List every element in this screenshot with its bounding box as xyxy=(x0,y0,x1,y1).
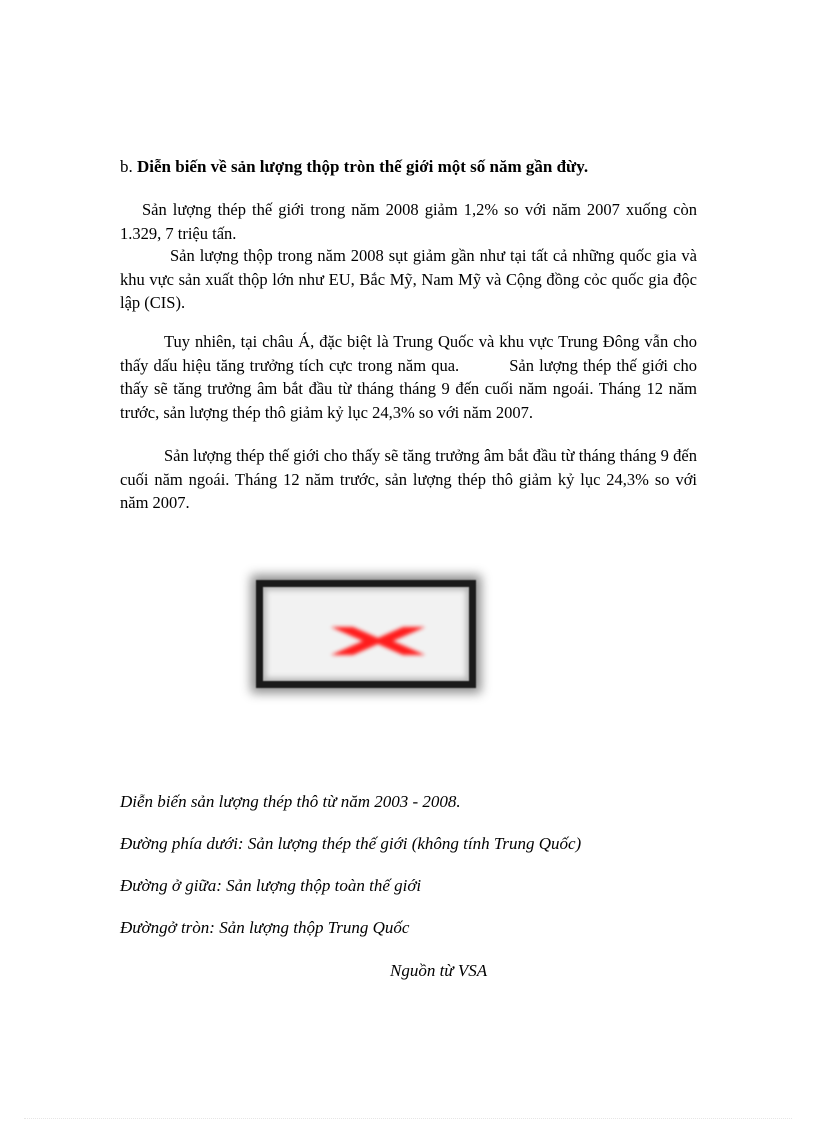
paragraph-4: Sản lượng thép thế giới cho thấy sẽ tăng trưởng âm bắt đầu từ tháng tháng 9 đến cuối năm ngoái. Tháng 12 năm trước, sản lượng thép thô giảm kỷ lục 24,3% so với năm 2007. xyxy=(120,446,697,512)
broken-image-icon xyxy=(323,621,433,661)
section-heading xyxy=(120,156,700,178)
image-frame-box xyxy=(256,580,476,688)
figure-caption: Diễn biến sản lượng thép thô từ năm 2003 - 2008. xyxy=(120,792,461,811)
legend-bottom-line: Đường phía dưới: Sản lượng thép thế giới (không tính Trung Quốc) xyxy=(120,834,582,853)
page-bottom-rule xyxy=(24,1118,792,1119)
source-note: Nguồn từ VSA xyxy=(390,961,488,980)
broken-image-placeholder xyxy=(252,576,488,700)
section-number: b. xyxy=(120,157,137,176)
paragraph-3 xyxy=(120,330,697,424)
legend-middle-line: Đường ở giữa: Sản lượng thộp toàn thế giới xyxy=(120,876,422,895)
paragraph-2: Sản lượng thộp trong năm 2008 sụt giảm gần như tại tất cả những quốc gia và khu vực sản xuất thộp lớn như EU, Bắc Mỹ, Nam Mỹ và Cộng đồng cỏc quốc gia độc lập (CIS). xyxy=(120,246,697,312)
paragraph-3-part-2: Sản lượng thép thế giới cho thấy sẽ tăng trưởng âm bắt đầu từ tháng tháng 9 đến cuối năm ngoái. Tháng 12 năm trước, sản lượng thép thô giảm kỷ lục 24,3% so với năm 2007. xyxy=(120,355,697,422)
paragraph-1: Sản lượng thép thế giới trong năm 2008 giảm 1,2% so với năm 2007 xuống còn 1.329, 7 triệu tấn. xyxy=(120,200,697,243)
legend-top-line: Đườngở tròn: Sản lượng thộp Trung Quốc xyxy=(120,918,410,937)
paragraph-3-part-1: Tuy nhiên, tại châu Á, đặc biệt là Trung Quốc và khu vực Trung Đông vẫn cho thấy dấu hiệu tăng trưởng tích cực trong năm qua. xyxy=(120,332,697,375)
section-title: Diễn biến về sản lượng thộp tròn thế giới một số năm gần đừy. xyxy=(137,157,589,176)
